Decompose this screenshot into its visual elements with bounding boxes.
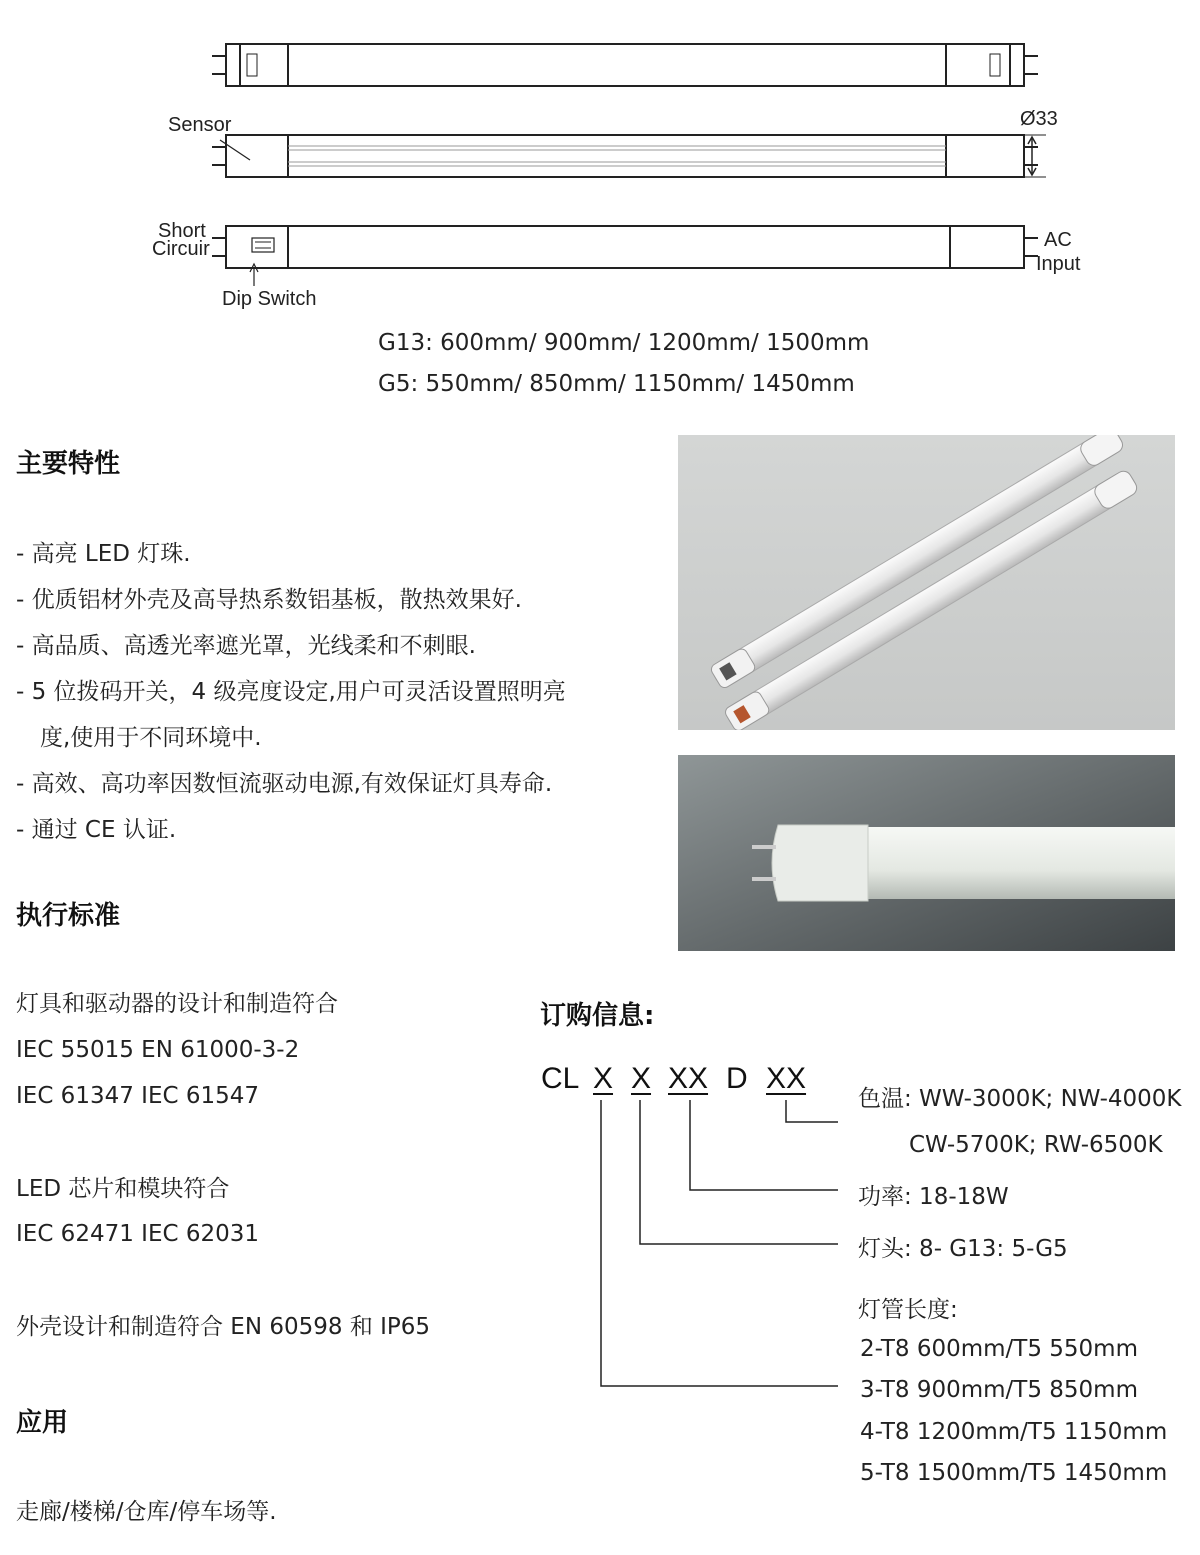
- feature-item-continued: 度,使用于不同环境中.: [40, 725, 262, 751]
- ac-input-label-line2: Input: [1036, 253, 1081, 275]
- length-title: 灯管长度:: [858, 1297, 958, 1323]
- tube-drawing-middle: [212, 135, 1046, 177]
- feature-item: - 高品质、高透光率遮光罩，光线柔和不刺眼.: [16, 633, 476, 659]
- short-circuit-label-line1: Short: [158, 220, 206, 242]
- color-temp-option-line1: 色温: WW-3000K; NW-4000K: [858, 1086, 1182, 1112]
- base-option: 灯头: 8- G13: 5-G5: [858, 1236, 1068, 1262]
- application-heading: 应用: [16, 1408, 69, 1438]
- diameter-label: Ø33: [1020, 108, 1058, 130]
- length-option: 4-T8 1200mm/T5 1150mm: [860, 1419, 1168, 1445]
- ordering-heading: 订购信息:: [540, 1001, 655, 1031]
- standards-line: 外壳设计和制造符合 EN 60598 和 IP65: [16, 1314, 431, 1340]
- standards-line: IEC 55015 EN 61000-3-2: [16, 1037, 300, 1063]
- feature-item: - 5 位拨码开关，4 级亮度设定,用户可灵活设置照明亮: [16, 679, 566, 705]
- length-option: 5-T8 1500mm/T5 1450mm: [860, 1460, 1168, 1486]
- code-length: X: [593, 1062, 614, 1095]
- product-photo-two-tubes: [678, 435, 1175, 730]
- code-d: D: [726, 1062, 748, 1095]
- g5-lengths: G5: 550mm/ 850mm/ 1150mm/ 1450mm: [378, 371, 855, 397]
- ac-input-label-line1: AC: [1044, 229, 1072, 251]
- code-prefix: CL: [541, 1062, 580, 1095]
- feature-item: - 通过 CE 认证.: [16, 817, 177, 843]
- feature-item: - 高效、高功率因数恒流驱动电源,有效保证灯具寿命.: [16, 771, 553, 797]
- code-power: XX: [668, 1062, 709, 1095]
- feature-item: - 优质铝材外壳及高导热系数铝基板，散热效果好.: [16, 587, 522, 613]
- features-heading: 主要特性: [16, 449, 121, 479]
- standards-heading: 执行标准: [16, 901, 121, 931]
- application-text: 走廊/楼梯/仓库/停车场等.: [16, 1499, 277, 1525]
- length-option: 3-T8 900mm/T5 850mm: [860, 1377, 1138, 1403]
- standards-line: IEC 62471 IEC 62031: [16, 1221, 260, 1247]
- feature-item: - 高亮 LED 灯珠.: [16, 541, 191, 567]
- product-photo-tube-closeup: [678, 755, 1175, 951]
- sensor-label: Sensor: [168, 114, 232, 136]
- tube-drawing-bottom: [212, 226, 1038, 286]
- color-temp-option-line2: CW-5700K; RW-6500K: [909, 1132, 1163, 1158]
- ordering-connector-lines: [590, 1096, 850, 1396]
- code-base: X: [631, 1062, 652, 1095]
- g13-lengths: G13: 600mm/ 900mm/ 1200mm/ 1500mm: [378, 330, 870, 356]
- standards-line: 灯具和驱动器的设计和制造符合: [16, 991, 338, 1017]
- short-circuit-label-line2: Circuir: [152, 238, 210, 260]
- length-option: 2-T8 600mm/T5 550mm: [860, 1336, 1138, 1362]
- tube-technical-drawing: [0, 0, 1200, 330]
- standards-line: IEC 61347 IEC 61547: [16, 1083, 260, 1109]
- code-color-temp: XX: [766, 1062, 807, 1095]
- dip-switch-label: Dip Switch: [222, 288, 317, 310]
- standards-line: LED 芯片和模块符合: [16, 1176, 230, 1202]
- power-option: 功率: 18-18W: [858, 1184, 1009, 1210]
- tube-drawing-top: [212, 44, 1038, 86]
